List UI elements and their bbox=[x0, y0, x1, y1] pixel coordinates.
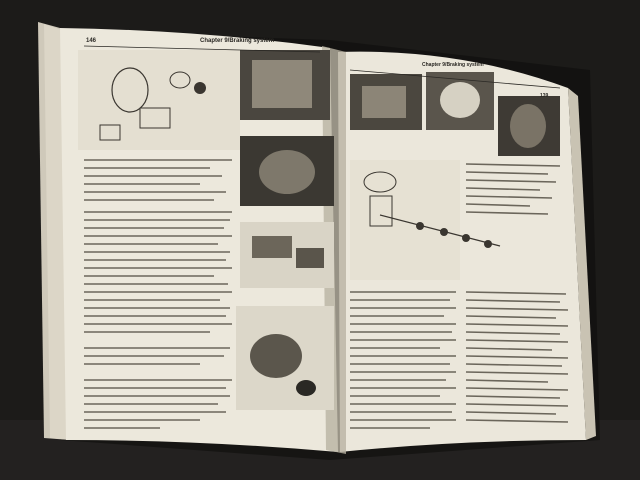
right-running-header: Chapter 9/Braking system bbox=[422, 62, 484, 68]
photo-fig-9-11 bbox=[240, 50, 330, 120]
photo-fig-9-12 bbox=[240, 136, 334, 206]
figure-exploded-caliper bbox=[78, 50, 240, 150]
photo-fig-9-15 bbox=[350, 74, 422, 130]
photo-fig-9-16 bbox=[426, 72, 494, 130]
left-page-number: 146 bbox=[86, 38, 97, 44]
photo-fig-9-13 bbox=[240, 222, 334, 288]
photo-fig-9-14 bbox=[236, 306, 334, 410]
right-page-number: 139 bbox=[540, 93, 549, 99]
left-running-header: Chapter 9/Braking system bbox=[200, 38, 275, 44]
photo-fig-9-17 bbox=[498, 96, 560, 156]
